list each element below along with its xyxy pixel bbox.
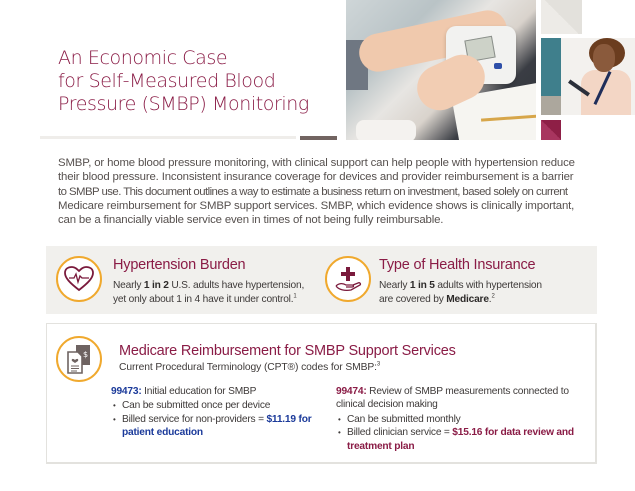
- stat-highlight: 1 in 2: [143, 280, 169, 291]
- medicare-subtitle: Current Procedural Terminology (CPT®) codes for SMBP:$^3$: [119, 361, 381, 373]
- title-divider: [40, 136, 296, 139]
- cpt-bullets: [111, 399, 321, 439]
- intro-line: Medicare reimbursement for SMBP support services. SMBP, which evidence shows is clinically important,: [58, 199, 575, 212]
- svg-text:$: $: [83, 350, 89, 359]
- intro-line: their blood pressure. Inconsistent insurance coverage for devices and provider reimbursement is a barrier: [58, 171, 574, 184]
- cpt-code-description: Initial education for SMBP: [141, 386, 257, 397]
- cpt-code-99473: [111, 385, 321, 440]
- cpt-code-label: 99473:: [111, 386, 142, 397]
- intro-line: can be a financially viable service even in times of not being fully reimbursable.: [58, 214, 444, 227]
- title-divider-accent: [300, 136, 337, 140]
- stat-title: Hypertension Burden: [113, 257, 246, 273]
- intro-line: to SMBP use. This document outlines a way to estimate a business return on investment, based solely on current: [58, 185, 568, 198]
- hand-plus-icon: [325, 256, 371, 302]
- title-line-1: An Economic Case: [58, 47, 228, 69]
- cpt-code-label: 99474:: [336, 386, 367, 397]
- stat-text: Nearly 1 in 5 adults with hypertension are covered by Medicare.$^2$: [379, 280, 542, 305]
- page-title: [58, 47, 348, 116]
- heart-pulse-icon: [56, 256, 102, 302]
- cpt-bullet: • Can be submitted once per device: [111, 399, 321, 412]
- stat-title: Type of Health Insurance: [379, 257, 536, 273]
- cpt-code-99474: [336, 385, 576, 453]
- cpt-bullet: • Can be submitted monthly: [336, 413, 576, 426]
- medicare-reimbursement-panel: [46, 323, 597, 464]
- stat-hypertension-burden: [46, 246, 316, 314]
- intro-paragraph: [58, 156, 603, 227]
- medicare-highlight: Medicare: [446, 293, 489, 305]
- footnote-ref: 1: [293, 293, 297, 300]
- stat-health-insurance: [311, 246, 597, 314]
- decorative-tile-grey: [541, 0, 582, 34]
- title-line-3: Pressure (SMBP) Monitoring: [58, 93, 309, 115]
- cpt-code-description: Review of SMBP measurements connected to clinical decision making: [336, 386, 569, 411]
- reimbursement-amount: $11.19 for patient education: [122, 413, 312, 439]
- cpt-bullets: [336, 413, 576, 453]
- blood-pressure-photo: [346, 0, 536, 140]
- decorative-tile-magenta: [541, 120, 561, 140]
- intro-line: SMBP, or home blood pressure monitoring, with clinical support can help people with hypertension reduce: [58, 157, 575, 169]
- stat-highlight: 1 in 5: [409, 280, 435, 291]
- cpt-bullet: • Billed service for non-providers = $11.19 for patient education: [111, 413, 321, 440]
- stat-text: Nearly 1 in 2 U.S. adults have hypertension, yet only about 1 in 4 have it under control.$^1$: [113, 280, 305, 305]
- medicare-title: Medicare Reimbursement for SMBP Support Services: [119, 343, 456, 359]
- footnote-ref: 2: [491, 293, 495, 300]
- nurse-photo: [541, 38, 635, 115]
- reimbursement-amount: $15.16 for data review and treatment plan: [347, 427, 574, 452]
- cpt-bullet: • Billed clinician service = $15.16 for data review and treatment plan: [336, 426, 576, 453]
- billing-documents-icon: [56, 336, 102, 382]
- title-line-2: for Self-Measured Blood: [58, 70, 276, 92]
- stats-panel: [46, 246, 597, 314]
- footnote-ref: 3: [376, 361, 381, 368]
